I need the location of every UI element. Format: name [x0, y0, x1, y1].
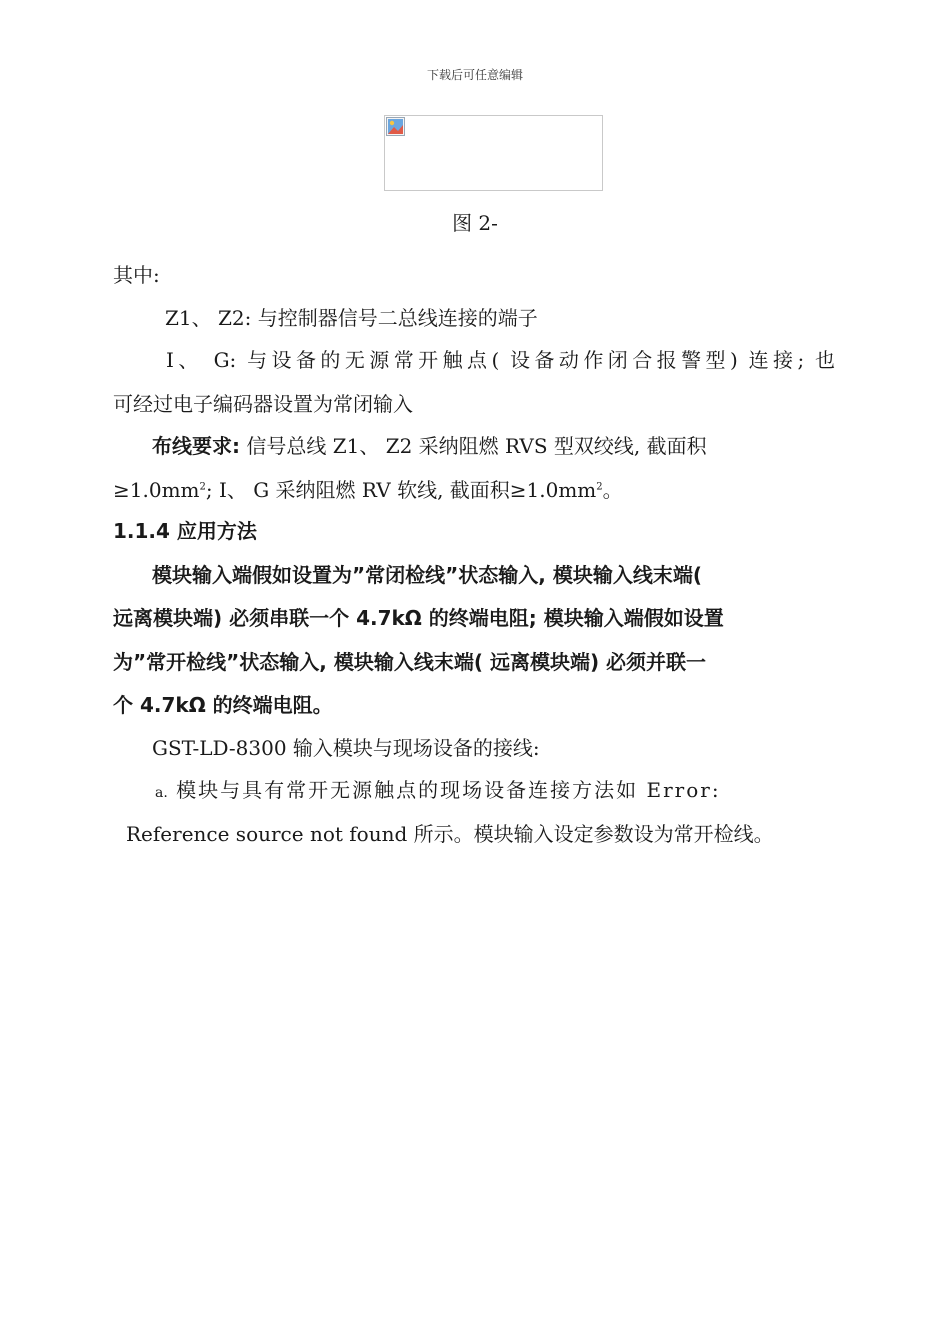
list-item-text: 模块与具有常开无源触点的现场设备连接方法如 Error:: [167, 778, 721, 802]
figure-image-placeholder: [384, 115, 603, 191]
wiring-label: 布线要求:: [152, 434, 240, 458]
text-line: Reference source not found 所示。模块输入设定参数设为常开检线。: [126, 822, 774, 846]
text-line: GST-LD-8300 输入模块与现场设备的接线:: [152, 736, 540, 760]
list-marker: a.: [155, 785, 168, 801]
wiring-text: 信号总线 Z1、 Z2 采纳阻燃 RVS 型双绞线, 截面积: [240, 434, 707, 458]
figure-caption: 图 2-: [452, 211, 498, 235]
spec-part: ; I、 G 采纳阻燃 RV 软线, 截面积≥1.0mm: [205, 478, 597, 502]
spec-part: ≥1.0mm: [113, 478, 200, 502]
text-line: 其中:: [113, 263, 160, 287]
text-line-list-item: [155, 776, 721, 807]
bold-text-line: 为”常开检线”状态输入, 模块输入线末端( 远离模块端) 必须并联一: [113, 650, 707, 674]
text-line: 可经过电子编码器设置为常闭输入: [113, 392, 413, 416]
bold-text-line: 模块输入端假如设置为”常闭检线”状态输入, 模块输入线末端(: [152, 563, 702, 587]
spec-part: 。: [602, 478, 623, 502]
text-line-spec: [113, 476, 623, 504]
section-heading: 1.1.4 应用方法: [113, 519, 257, 543]
bold-text-line: 远离模块端) 必须串联一个 4.7kΩ 的终端电阻; 模块输入端假如设置: [113, 606, 724, 630]
text-line: Z1、 Z2: 与控制器信号二总线连接的端子: [165, 306, 538, 330]
superscript: 2: [199, 481, 206, 493]
superscript: 2: [596, 481, 603, 493]
text-line-wiring: [152, 432, 707, 460]
text-line: I、 G: 与设备的无源常开触点( 设备动作闭合报警型) 连接; 也: [166, 348, 835, 372]
broken-image-icon: [386, 117, 405, 136]
bold-text-line: 个 4.7kΩ 的终端电阻。: [113, 693, 333, 717]
page-header: 下载后可任意编辑: [426, 68, 523, 82]
